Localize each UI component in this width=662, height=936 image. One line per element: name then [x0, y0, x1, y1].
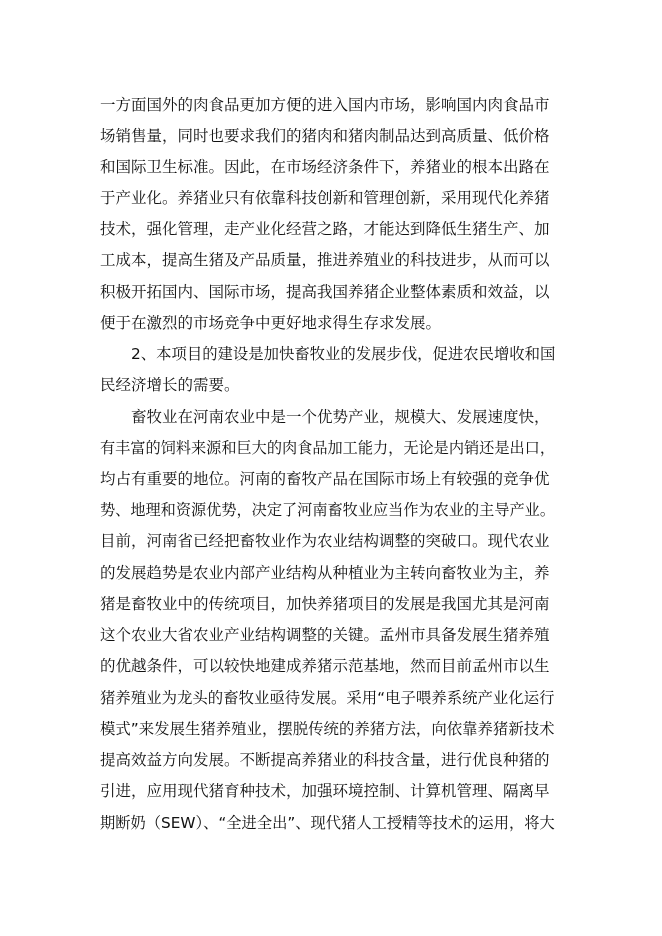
text-line: 模式”来发展生猪养殖业，摆脱传统的养猪方法，向依靠养猪新技术 — [100, 720, 555, 738]
text-line: 的优越条件，可以较快地建成养猪示范基地，然而目前孟州市以生 — [100, 657, 550, 675]
text-line: 积极开拓国内、国际市场，提高我国养猪企业整体素质和效益，以 — [100, 283, 550, 301]
text-line: 和国际卫生标准。因此，在市场经济条件下，养猪业的根本出路在 — [100, 158, 550, 176]
text-line: 猪养殖业为龙头的畜牧业亟待发展。采用“电子喂养系统产业化运行 — [100, 689, 555, 707]
text-line: 引进，应用现代猪育种技术，加强环境控制、计算机管理、隔离早 — [100, 782, 550, 800]
text-line: 工成本，提高生猪及产品质量，推进养殖业的科技进步，从而可以 — [100, 251, 550, 269]
text-line: 场销售量，同时也要求我们的猪肉和猪肉制品达到高质量、低价格 — [100, 127, 550, 145]
text-line: 2、本项目的建设是加快畜牧业的发展步伐，促进农民增收和国 — [131, 345, 556, 363]
text-line: 目前，河南省已经把畜牧业作为农业结构调整的突破口。现代农业 — [100, 532, 550, 550]
text-line: 畜牧业在河南农业中是一个优势产业，规模大、发展速度快， — [131, 408, 550, 426]
text-line: 技术，强化管理，走产业化经营之路，才能达到降低生猪生产、加 — [100, 220, 550, 238]
text-line: 提高效益方向发展。不断提高养猪业的科技含量，进行优良种猪的 — [100, 751, 550, 769]
text-line: 便于在激烈的市场竞争中更好地求得生存求发展。 — [100, 314, 442, 332]
text-line: 于产业化。养猪业只有依靠科技创新和管理创新，采用现代化养猪 — [100, 189, 550, 207]
text-line: 有丰富的饲料来源和巨大的肉食品加工能力，无论是内销还是出口， — [100, 439, 556, 457]
text-line: 均占有重要的地位。河南的畜牧产品在国际市场上有较强的竞争优 — [100, 470, 550, 488]
text-line: 这个农业大省农业产业结构调整的关键。孟州市具备发展生猪养殖 — [100, 626, 550, 644]
text-line: 民经济增长的需要。 — [100, 376, 240, 394]
text-line: 期断奶（SEW）、“全进全出”、现代猪人工授精等技术的运用，将大 — [100, 814, 555, 832]
text-line: 的发展趋势是农业内部产业结构从种植业为主转向畜牧业为主，养 — [100, 564, 550, 582]
text-line: 一方面国外的肉食品更加方便的进入国内市场，影响国内肉食品市 — [100, 96, 550, 114]
text-line: 势、地理和资源优势，决定了河南畜牧业应当作为农业的主导产业。 — [100, 501, 556, 519]
text-line: 猪是畜牧业中的传统项目，加快养猪项目的发展是我国尤其是河南 — [100, 595, 550, 613]
